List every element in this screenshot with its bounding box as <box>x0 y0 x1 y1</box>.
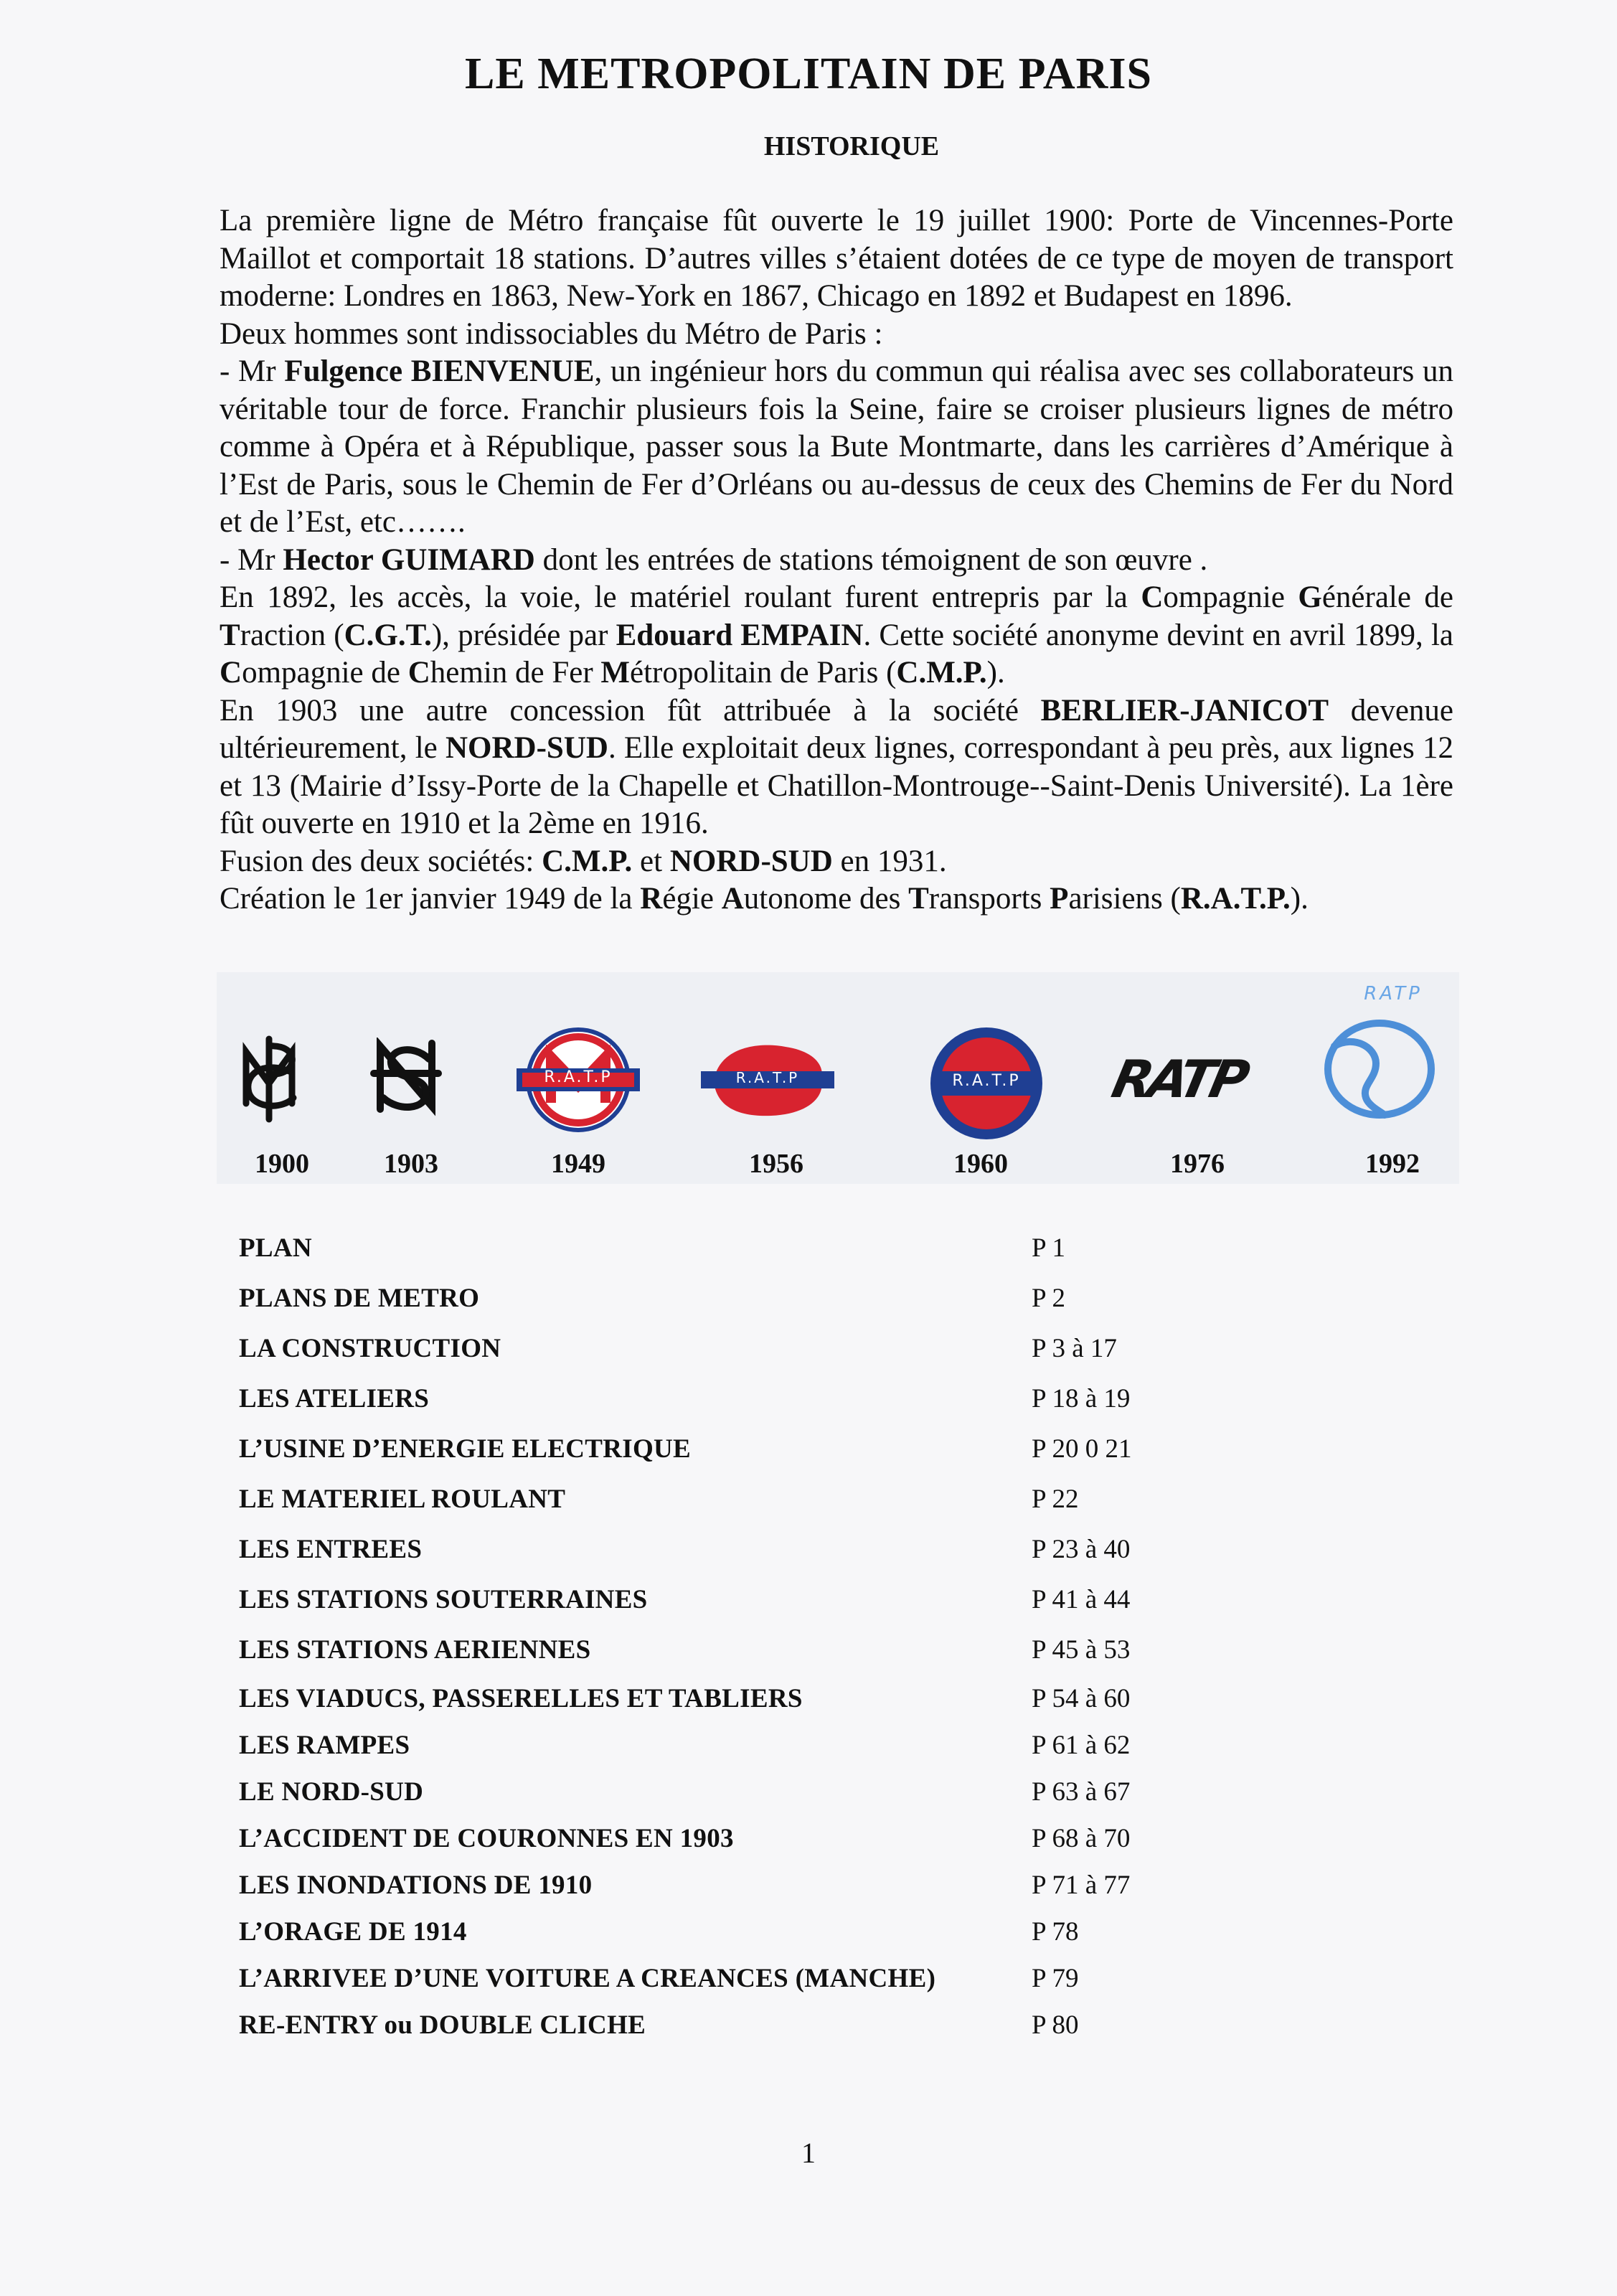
paragraph-ratp <box>220 880 1453 918</box>
paragraph-text: ), présidée par <box>431 618 616 652</box>
toc-title: LES INONDATIONS DE 1910 <box>239 1871 593 1900</box>
logo-year: 1992 <box>1365 1149 1420 1179</box>
paragraph-text: dont les entrées de stations témoignent de son œuvre . <box>534 542 1208 577</box>
logo-year: 1976 <box>1170 1149 1225 1179</box>
paragraph-text: . Cette société anonyme devint en avril 1899, la <box>863 618 1454 652</box>
paragraph-text: . Elle exploitait deux lignes, correspondant à peu près, aux lignes 12 et 13 (Mairie d’Issy-Porte de la Chapelle et Chatillon-Montrouge--Saint-Denis Université). La 1ère fût ouverte en 1910 et la 2ème en 1916. <box>220 731 1453 840</box>
toc-page: P 18 à 19 <box>1032 1384 1131 1413</box>
paragraph-text: devenue ultérieurement, le <box>220 693 1453 765</box>
toc-title: PLAN <box>239 1233 312 1263</box>
ratp-1976-logo-icon: RATP <box>1107 1049 1251 1109</box>
ratp-1949-label: R.A.T.P <box>544 1068 613 1086</box>
page-number: 1 <box>801 2137 816 2169</box>
paragraph-text: Création le 1er janvier 1949 de la <box>220 882 641 916</box>
paragraph-first-line <box>220 202 1453 316</box>
bold-acronym: C.M.P. <box>542 844 633 878</box>
toc-title: LES ENTREES <box>239 1535 423 1564</box>
toc-page: P 68 à 70 <box>1032 1824 1131 1853</box>
paragraph-text: hemin de Fer <box>430 656 601 690</box>
bold-acronym: R.A.T.P. <box>1180 882 1291 916</box>
logo-year: 1956 <box>749 1149 803 1179</box>
toc-row <box>239 1870 1172 1913</box>
toc-title: LES ATELIERS <box>239 1384 430 1413</box>
toc-title: LE MATERIEL ROULANT <box>239 1485 566 1514</box>
toc-row <box>239 1777 1172 1820</box>
bold-letter: R <box>640 882 663 916</box>
paragraph-text: égie <box>662 882 722 916</box>
paragraph-text: ompagnie <box>1163 580 1298 614</box>
paragraph-text: - Mr <box>220 542 283 577</box>
toc-page: P 79 <box>1032 1964 1079 1993</box>
toc-title: LE NORD-SUD <box>239 1777 424 1807</box>
bold-letter: A <box>721 882 744 916</box>
toc-row <box>239 1434 1172 1477</box>
paragraph-text: En 1903 une autre concession fût attribuée à la société <box>220 693 1041 728</box>
bold-name: NORD-SUD <box>669 844 833 878</box>
toc-page: P 41 à 44 <box>1032 1585 1131 1614</box>
toc-row <box>239 1584 1172 1627</box>
bold-name: NORD-SUD <box>445 731 608 765</box>
toc-row <box>239 1484 1172 1527</box>
bold-letter: C <box>220 656 242 690</box>
bold-letter: M <box>600 656 631 690</box>
paragraph-nord-sud <box>220 692 1453 843</box>
paragraph-text: Fusion des deux sociétés: <box>220 844 542 878</box>
paragraph-text: La première ligne de Métro française fût ouverte le 19 juillet 1900: Porte de Vincennes-Porte Maillot et comportait 18 stations. D’autres villes s’étaient dotées de ce type de moyen de transport moderne: Londres en 1863, New-York en 1867, Chicago en 1892 et Budapest en 1896. <box>220 204 1453 313</box>
paragraph-text: raction ( <box>240 618 344 652</box>
toc-page: P 61 à 62 <box>1032 1731 1131 1760</box>
paragraph-text: ompagnie de <box>242 656 408 690</box>
toc-row <box>239 1916 1172 1959</box>
paragraph-text: - Mr <box>220 354 285 388</box>
ratp-1992-label: RATP <box>1364 983 1423 1004</box>
bold-letter: P <box>1050 882 1069 916</box>
paragraph-text: En 1892, les accès, la voie, le matériel roulant furent entrepris par la <box>220 580 1141 614</box>
toc-page: P 3 à 17 <box>1032 1334 1117 1363</box>
paragraph-text: utonome des <box>743 882 909 916</box>
toc-page: P 23 à 40 <box>1032 1535 1131 1564</box>
toc-title: LES RAMPES <box>239 1731 410 1760</box>
nord-sud-monogram-icon <box>370 1038 442 1116</box>
cmp-monogram-icon <box>233 1032 305 1125</box>
paragraph-fusion <box>220 843 1453 881</box>
toc-title: LA CONSTRUCTION <box>239 1334 501 1363</box>
toc-title: L’USINE D’ENERGIE ELECTRIQUE <box>239 1434 692 1464</box>
paragraph-text: et <box>632 844 670 878</box>
ratp-1992-logo-icon <box>1319 1013 1441 1121</box>
bold-name: Edouard EMPAIN <box>616 618 864 652</box>
toc-title: LES VIADUCS, PASSERELLES ET TABLIERS <box>239 1684 803 1713</box>
toc-page: P 45 à 53 <box>1032 1635 1131 1665</box>
paragraph-text: ). <box>1290 882 1309 916</box>
toc-title: L’ARRIVEE D’UNE VOITURE A CREANCES (MANCHE) <box>239 1964 936 1993</box>
toc-page: P 20 0 21 <box>1032 1434 1132 1464</box>
paragraph-text: Deux hommes sont indissociables du Métro de Paris : <box>220 316 883 351</box>
paragraph-text: étropolitain de Paris ( <box>630 656 897 690</box>
toc-row <box>239 1233 1172 1276</box>
toc-title: LES STATIONS AERIENNES <box>239 1635 591 1665</box>
toc-row <box>239 1333 1172 1376</box>
bold-letter: G <box>1298 580 1322 614</box>
toc-title: L’ACCIDENT DE COURONNES EN 1903 <box>239 1824 734 1853</box>
toc-title: PLANS DE METRO <box>239 1284 480 1313</box>
toc-title: LES STATIONS SOUTERRAINES <box>239 1585 648 1614</box>
logo-year: 1960 <box>953 1149 1008 1179</box>
paragraph-text: , un ingénieur hors du commun qui réalisa avec ses collaborateurs un véritable tour de force. Franchir plusieurs fois la Seine, faire se croiser plusieurs lignes de métro comme à Opéra et à République, passer sous la Bute Montmarte, dans les carrières d’Amérique à l’Est de Paris, sous le Chemin de Fer d’Orléans ou au-dessus de ceux des Chemins de Fer du Nord et de l’Est, etc……. <box>220 354 1453 539</box>
page-subtitle: HISTORIQUE <box>763 131 940 161</box>
toc-page: P 1 <box>1032 1233 1065 1263</box>
toc-row <box>239 1283 1172 1326</box>
bold-letter: C <box>1141 580 1164 614</box>
paragraph-text: ransports <box>928 882 1050 916</box>
paragraph-text: en 1931. <box>832 844 947 878</box>
page-title: LE METROPOLITAIN DE PARIS <box>465 50 1152 98</box>
toc-row <box>239 2010 1172 2053</box>
logo-year: 1903 <box>384 1149 438 1179</box>
toc-title: L’ORAGE DE 1914 <box>239 1917 467 1947</box>
bold-name: Hector GUIMARD <box>283 542 535 577</box>
bold-letter: T <box>220 618 240 652</box>
paragraph-bienvenue <box>220 353 1453 542</box>
paragraph-text: arisiens ( <box>1068 882 1181 916</box>
bold-acronym: C.M.P. <box>896 656 987 690</box>
ratp-1956-label: R.A.T.P <box>735 1069 800 1086</box>
paragraph-text: énérale de <box>1321 580 1453 614</box>
bold-letter: T <box>908 882 929 916</box>
toc-page: P 78 <box>1032 1917 1079 1947</box>
paragraph-text: ). <box>986 656 1005 690</box>
paragraph-guimard <box>220 542 1453 580</box>
bold-name: BERLIER-JANICOT <box>1040 693 1329 728</box>
paragraph-two-men <box>220 316 1453 354</box>
toc-page: P 54 à 60 <box>1032 1684 1131 1713</box>
bold-acronym: C.G.T. <box>344 618 432 652</box>
toc-row <box>239 1730 1172 1773</box>
logo-year: 1949 <box>551 1149 605 1179</box>
toc-page: P 63 à 67 <box>1032 1777 1131 1807</box>
toc-row <box>239 1683 1172 1726</box>
toc-row <box>239 1823 1172 1866</box>
paragraph-cgt <box>220 579 1453 692</box>
toc-row <box>239 1383 1172 1426</box>
ratp-1960-label: R.A.T.P <box>952 1072 1021 1090</box>
toc-page: P 80 <box>1032 2010 1079 2040</box>
toc-page: P 71 à 77 <box>1032 1871 1131 1900</box>
bold-name: Fulgence BIENVENUE <box>284 354 595 388</box>
toc-row <box>239 1963 1172 2006</box>
toc-page: P 22 <box>1032 1485 1079 1514</box>
bold-letter: C <box>407 656 430 690</box>
toc-row <box>239 1534 1172 1577</box>
toc-page: P 2 <box>1032 1284 1065 1313</box>
logo-year: 1900 <box>255 1149 309 1179</box>
toc-title: RE-ENTRY ou DOUBLE CLICHE <box>239 2010 646 2040</box>
history-text <box>220 202 1453 918</box>
toc-row <box>239 1634 1172 1678</box>
